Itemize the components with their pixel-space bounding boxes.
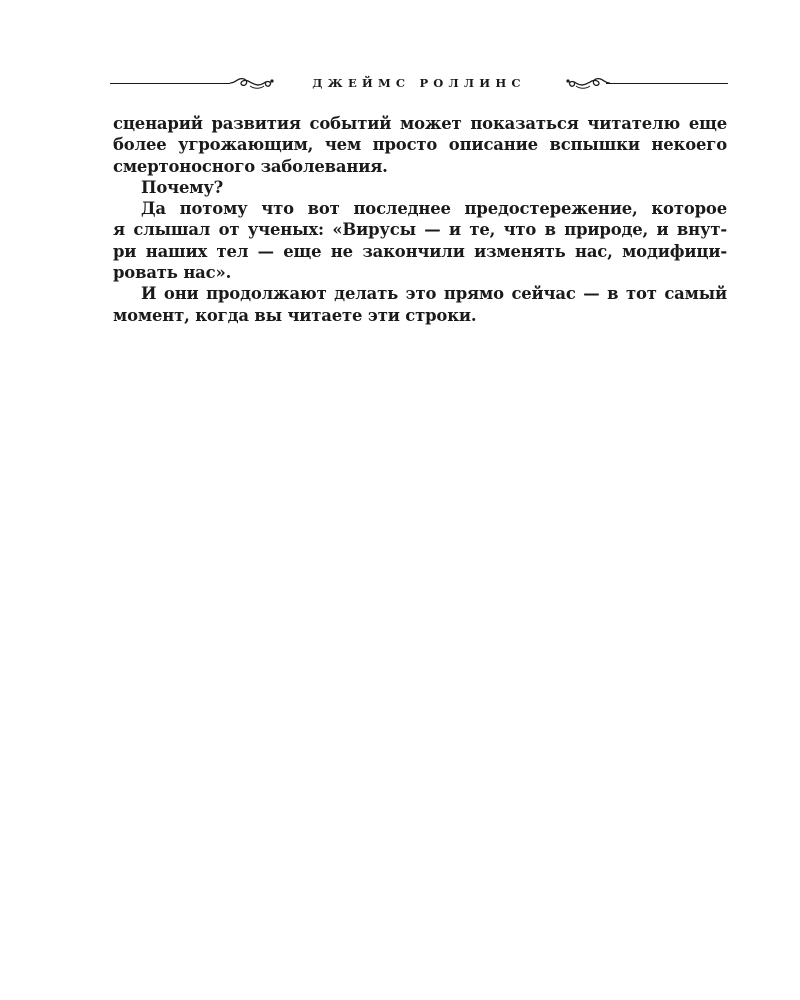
flourish-left-icon: [228, 73, 278, 93]
text-line: более угрожающим, чем просто описание вспышки некоего: [113, 135, 727, 155]
flourish-right-icon: [562, 73, 612, 93]
text-line: сценарий развития событий может показаться читателю еще: [113, 114, 727, 133]
text-line: момент, когда вы читаете эти строки.: [113, 305, 477, 325]
header-rule-left: [110, 83, 230, 84]
text-line: смертоносного заболевания.: [113, 156, 388, 176]
body-text: [113, 113, 727, 326]
text-line: я слышал от ученых: «Вирусы — и те, что в природе, и внут-: [113, 220, 727, 240]
text-line: И они продолжают делать это прямо сейчас — в тот самый: [141, 284, 727, 304]
running-head: [110, 72, 728, 96]
text-line: ри наших тел — еще не закончили изменять нас, модифици-: [113, 241, 727, 261]
header-rule-right: [606, 83, 728, 84]
text-line: Да потому что вот последнее предостережение, которое: [141, 199, 727, 219]
text-line: Почему?: [141, 177, 224, 197]
running-head-title: ДЖЕЙМС РОЛЛИНС: [312, 76, 526, 90]
text-line: ровать нас».: [113, 263, 232, 283]
